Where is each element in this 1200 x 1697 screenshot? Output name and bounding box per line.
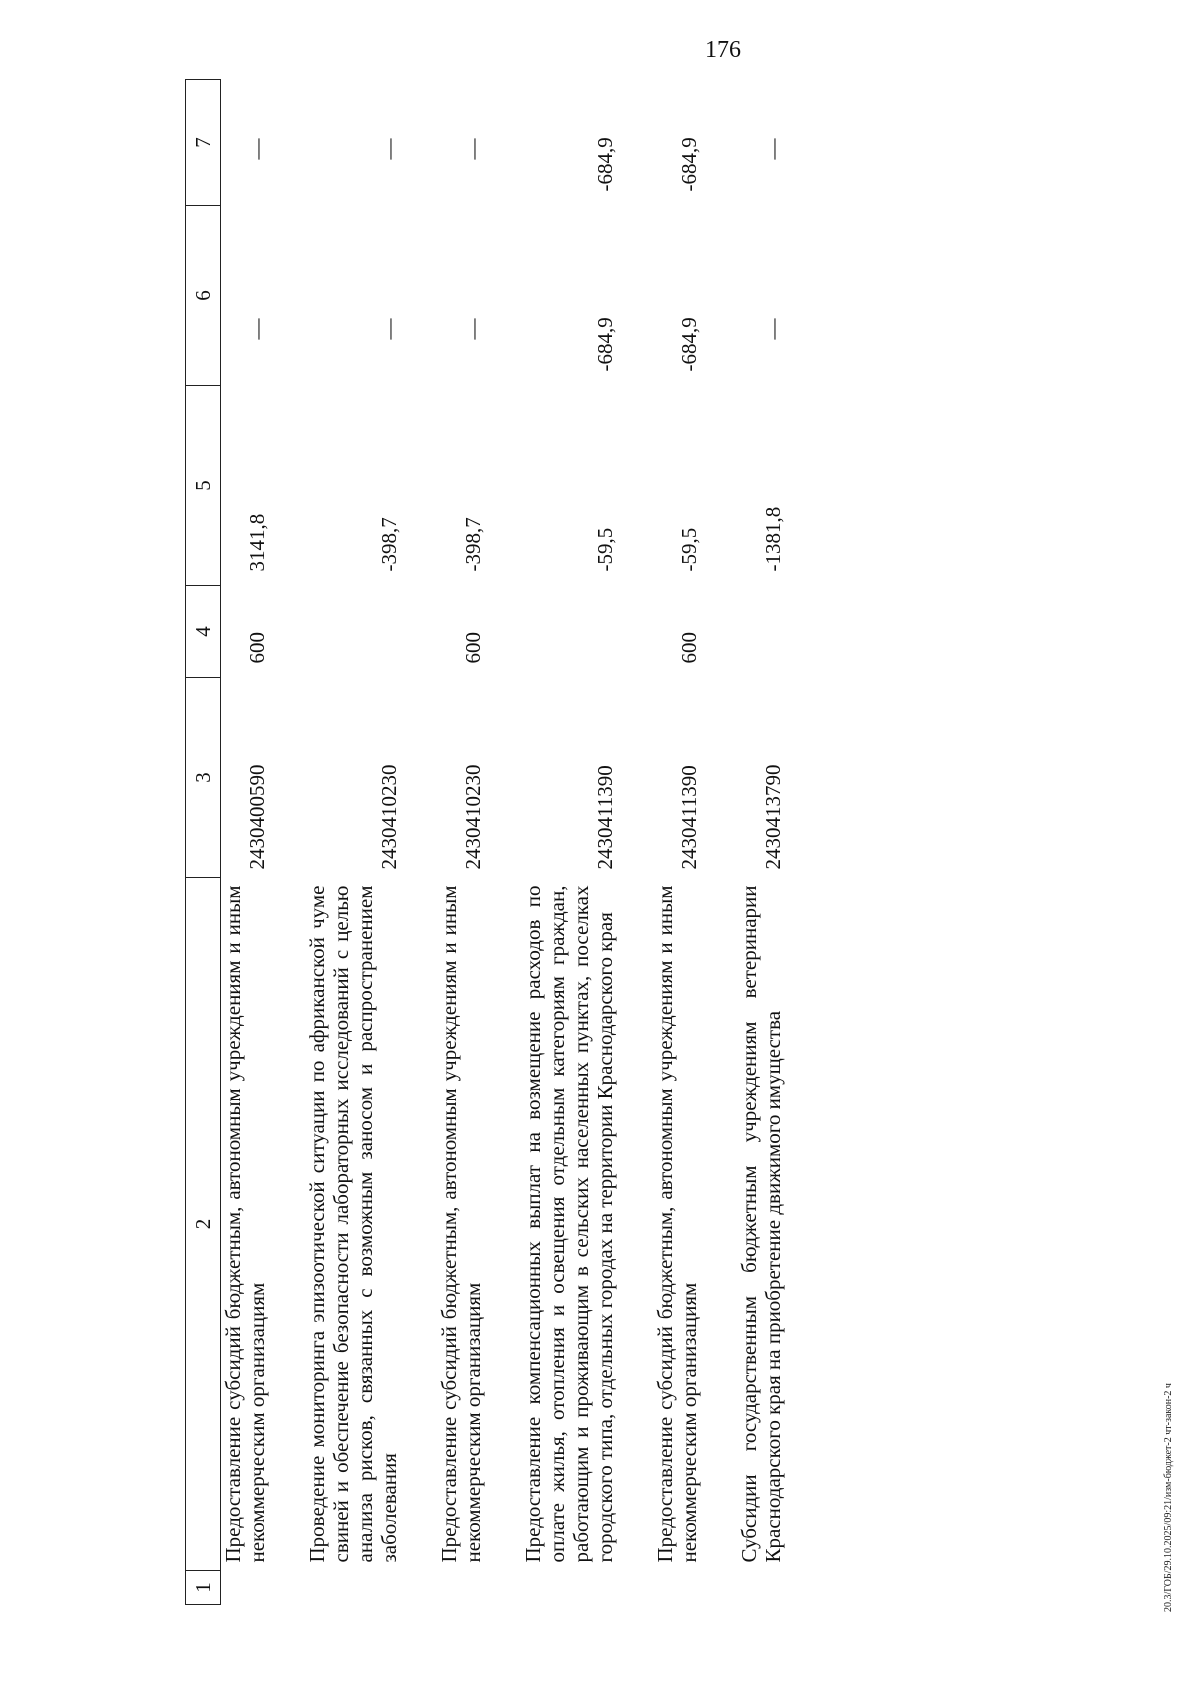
row-description: Предоставление субсидий бюджетным, автономным учреждениям и иным некоммерческим организациям: [221, 885, 269, 1563]
row-expense-type: 600: [461, 632, 485, 664]
row-index-cell: [275, 1571, 407, 1605]
row-description: Предоставление компенсационных выплат на возмещение расходов по оплате жилья, отопления и освещения отдельным категориям граждан, работающим и проживающим в сельских населенных пунктах, поселках городского типа, отдельных городах на территории Краснодарского края: [521, 885, 617, 1563]
table-row: [407, 80, 491, 1605]
row-amount-col5: -398,7: [461, 517, 485, 572]
table-row: [623, 80, 707, 1605]
row-amount-col6: —: [245, 318, 269, 340]
table-row: [707, 80, 791, 1605]
row-expense-type: 600: [245, 632, 269, 664]
row-amount-col5: 3141,8: [245, 513, 269, 572]
row-expense-type: 600: [677, 632, 701, 664]
row-expense-type: [491, 586, 623, 678]
budget-table: [185, 79, 791, 1605]
header-col-4: 4: [186, 586, 221, 678]
row-expense-type: [707, 586, 791, 678]
row-amount-col5: -59,5: [677, 527, 701, 572]
row-index-cell: [221, 1571, 276, 1605]
row-target-code: 2430400590: [245, 764, 269, 870]
row-expense-type: [275, 586, 407, 678]
row-amount-col6: —: [761, 318, 785, 340]
header-col-3: 3: [186, 678, 221, 878]
row-amount-col7: —: [245, 138, 269, 160]
row-amount-col6: -684,9: [677, 317, 701, 372]
row-description: Проведение мониторинга эпизоотической ситуации по африканской чуме свиней и обеспечение безопасности лабораторных исследований с целью анализа рисков, связанных с возможным заносом и распространением заболевания: [305, 885, 401, 1563]
row-amount-col5: -398,7: [377, 517, 401, 572]
row-description: Предоставление субсидий бюджетным, автономным учреждениям и иным некоммерческим организациям: [437, 885, 485, 1563]
row-amount-col5: -1381,8: [761, 506, 785, 572]
table-row: [275, 80, 407, 1605]
header-col-1: 1: [186, 1571, 221, 1605]
row-target-code: 2430411390: [677, 765, 701, 870]
row-amount-col7: -684,9: [593, 137, 617, 192]
row-index-cell: [491, 1571, 623, 1605]
table-row: [491, 80, 623, 1605]
row-target-code: 2430413790: [761, 764, 785, 870]
row-amount-col7: —: [377, 138, 401, 160]
header-col-6: 6: [186, 206, 221, 386]
row-index-cell: [407, 1571, 491, 1605]
header-col-5: 5: [186, 386, 221, 586]
row-target-code: 2430410230: [461, 764, 485, 870]
row-amount-col6: -684,9: [593, 317, 617, 372]
document-footer-code: 20.3/ГОБ/29.10.2025/09:21/изм-бюджет-2 чт-закон-2 ч: [1163, 1383, 1174, 1612]
row-amount-col6: —: [377, 318, 401, 340]
row-description: Субсидии государственным бюджетным учреждениям ветеринарии Краснодарского края на приобретение движимого имущества: [737, 885, 785, 1563]
page-number: 176: [705, 37, 741, 63]
row-index-cell: [623, 1571, 707, 1605]
row-amount-col5: -59,5: [593, 527, 617, 572]
row-target-code: 2430410230: [377, 764, 401, 870]
header-col-2: 2: [186, 878, 221, 1571]
row-index-cell: [707, 1571, 791, 1605]
header-col-7: 7: [186, 80, 221, 206]
row-amount-col7: —: [761, 138, 785, 160]
header-row: [186, 80, 221, 1605]
row-target-code: 2430411390: [593, 765, 617, 870]
table-row: [221, 80, 276, 1605]
row-description: Предоставление субсидий бюджетным, автономным учреждениям и иным некоммерческим организациям: [653, 885, 701, 1563]
row-amount-col6: —: [461, 318, 485, 340]
rotated-table-container: [185, 80, 1135, 1605]
row-amount-col7: -684,9: [677, 137, 701, 192]
row-amount-col7: —: [461, 138, 485, 160]
